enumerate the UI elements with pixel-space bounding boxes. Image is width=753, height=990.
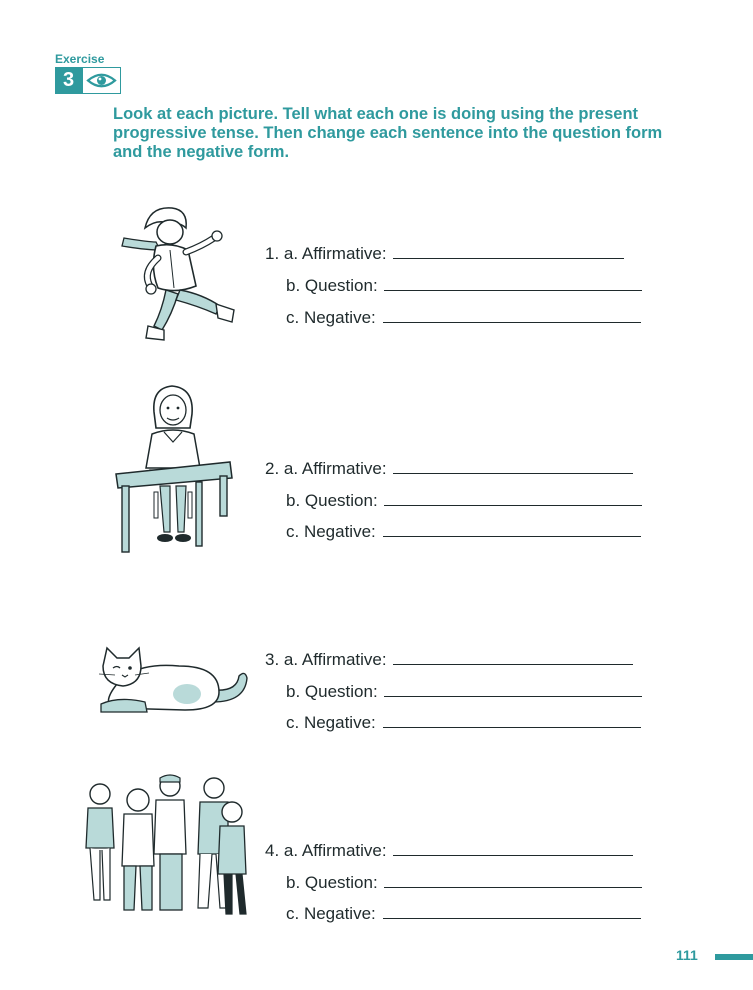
boy-running-illustration (110, 198, 255, 348)
item-4-affirmative-answer-line[interactable] (393, 841, 633, 856)
page-number: 111 (676, 947, 698, 963)
item-1-affirmative (265, 244, 624, 264)
item-2-question-label: b. Question: (286, 491, 378, 510)
item-3-negative-answer-line[interactable] (383, 713, 641, 728)
item-3-question (286, 682, 642, 702)
item-1-question (286, 276, 642, 296)
item-1-question-answer-line[interactable] (384, 276, 642, 291)
item-1-negative-label: c. Negative: (286, 308, 376, 327)
item-3-question-answer-line[interactable] (384, 682, 642, 697)
item-3-affirmative-label: 3. a. Affirmative: (265, 650, 387, 669)
item-4-question (286, 873, 642, 893)
page-number-bar (715, 954, 753, 960)
item-4-affirmative (265, 841, 633, 861)
item-3-question-label: b. Question: (286, 682, 378, 701)
item-4-negative (286, 904, 641, 924)
item-4-negative-label: c. Negative: (286, 904, 376, 923)
item-1-affirmative-answer-line[interactable] (393, 244, 624, 259)
exercise-number: 3 (55, 67, 82, 94)
item-1-affirmative-label: 1. a. Affirmative: (265, 244, 387, 263)
item-2-negative-label: c. Negative: (286, 522, 376, 541)
item-3-negative (286, 713, 641, 733)
item-2-affirmative (265, 459, 633, 479)
item-3-negative-label: c. Negative: (286, 713, 376, 732)
item-2-affirmative-label: 2. a. Affirmative: (265, 459, 387, 478)
instructions: Look at each picture. Tell what each one is doing using the present progressive tense. Then change each sentence into the question form and the negative form. (113, 105, 663, 161)
item-2-question (286, 491, 642, 511)
cat-illustration (95, 640, 250, 718)
item-1-negative-answer-line[interactable] (383, 308, 641, 323)
item-4-affirmative-label: 4. a. Affirmative: (265, 841, 387, 860)
exercise-label: Exercise (55, 52, 105, 66)
item-4-question-answer-line[interactable] (384, 873, 642, 888)
item-2-affirmative-answer-line[interactable] (393, 459, 633, 474)
girl-reading-illustration (110, 382, 235, 557)
teens-group-illustration (80, 770, 255, 920)
item-4-question-label: b. Question: (286, 873, 378, 892)
item-4-negative-answer-line[interactable] (383, 904, 641, 919)
item-2-negative (286, 522, 641, 542)
item-3-affirmative (265, 650, 633, 670)
exercise-badge (55, 67, 121, 94)
item-2-negative-answer-line[interactable] (383, 522, 641, 537)
item-3-affirmative-answer-line[interactable] (393, 650, 633, 665)
eye-icon (82, 67, 121, 94)
item-1-question-label: b. Question: (286, 276, 378, 295)
item-1-negative (286, 308, 641, 328)
item-2-question-answer-line[interactable] (384, 491, 642, 506)
